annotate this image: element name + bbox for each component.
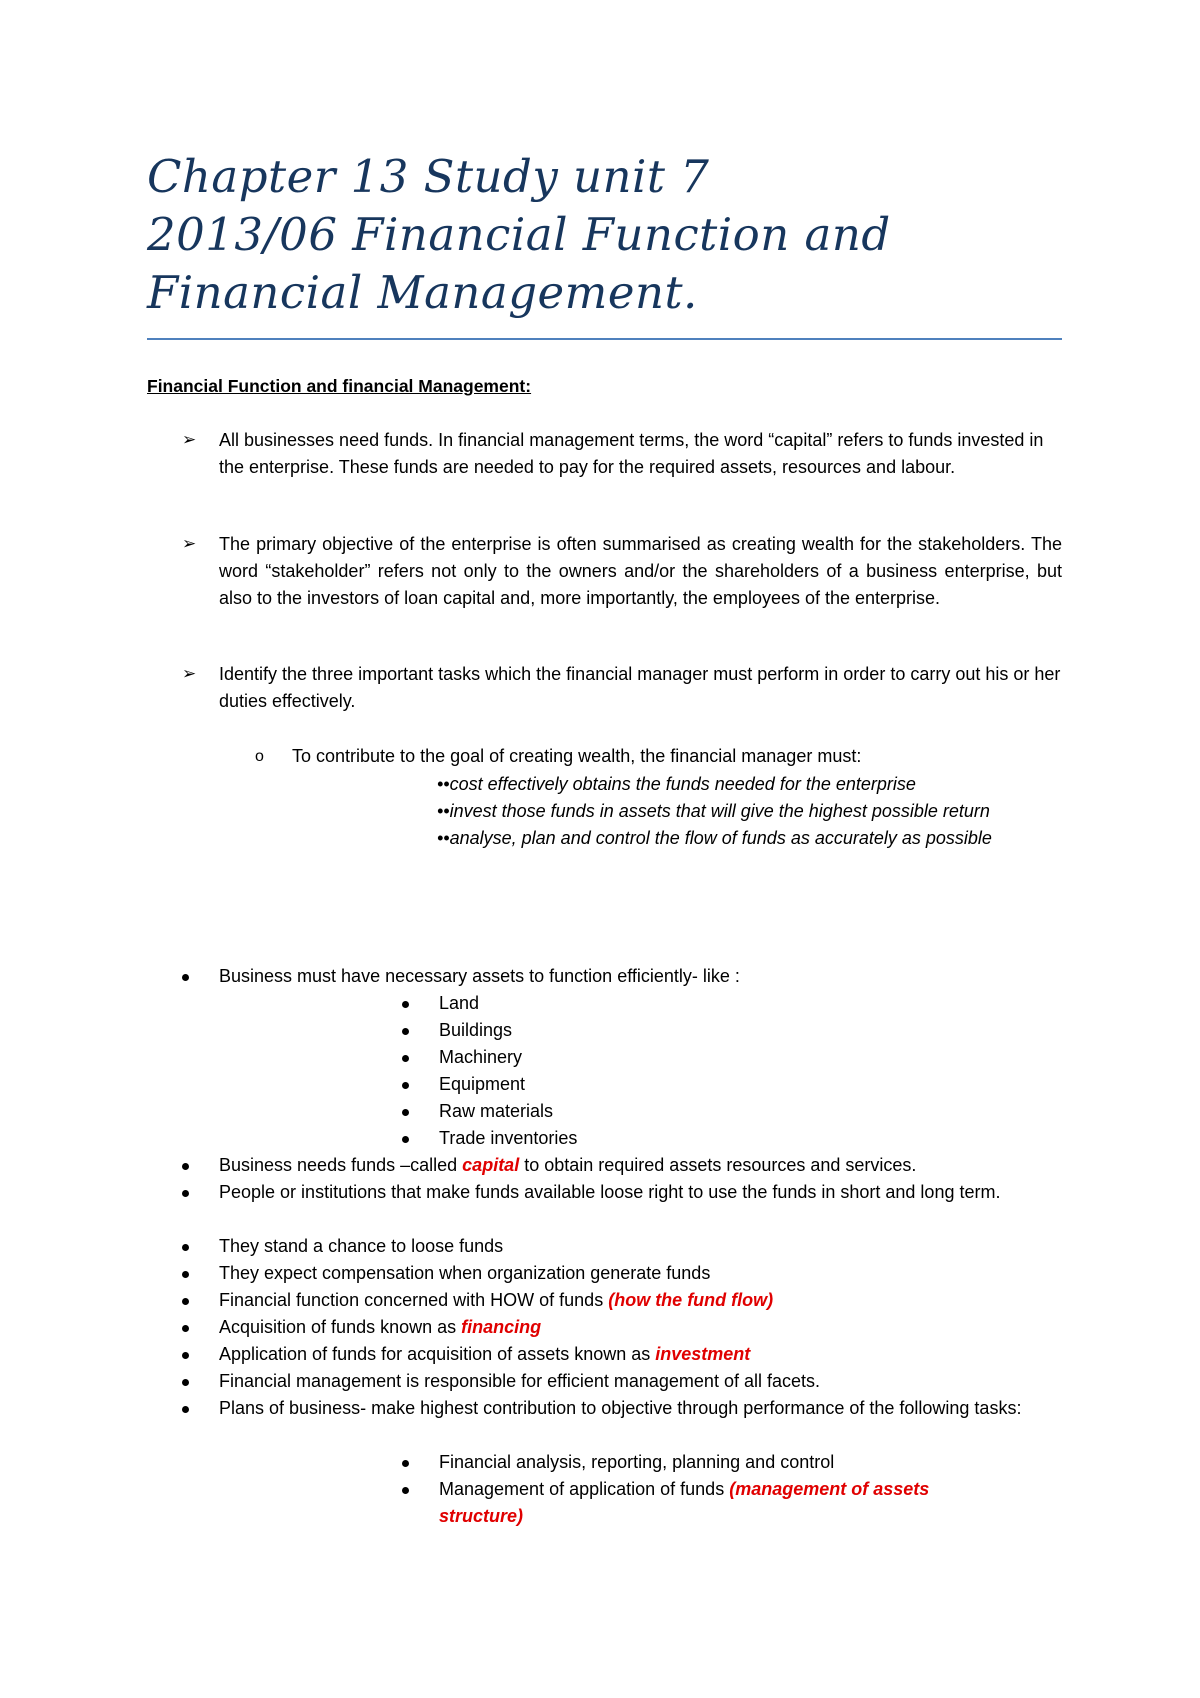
asset-text: Equipment	[439, 1074, 526, 1094]
bullet-item	[182, 1152, 1062, 1179]
title-line-1: Chapter 13 Study unit 7	[147, 150, 710, 203]
bullet-item	[182, 1314, 1062, 1341]
bullet-dot-icon	[182, 974, 189, 981]
bullet-text: Business must have necessary assets to function efficiently- like :	[219, 966, 740, 986]
bullet-dot-icon	[182, 1244, 189, 1251]
task-item	[402, 1476, 1002, 1530]
arrow-bullet-icon: ➢	[182, 534, 197, 554]
document-title	[147, 148, 1067, 322]
task-text: Financial analysis, reporting, planning and control	[439, 1452, 835, 1472]
sub-list-item	[255, 743, 1055, 770]
arrow-item-text: All businesses need funds. In financial management terms, the word “capital” refers to funds invested in the enterprise. These funds are needed to pay for the required assets, resources and labour.	[219, 430, 1044, 477]
asset-text: Trade inventories	[439, 1128, 578, 1148]
circle-bullet-marker: o	[255, 748, 264, 765]
highlight-capital: capital	[462, 1155, 520, 1175]
bullet-item	[182, 963, 1062, 990]
bullet-text: Financial function concerned with HOW of funds (how the fund flow)	[219, 1290, 774, 1310]
arrow-item-text: The primary objective of the enterprise is often summarised as creating wealth for the stakeholders. The word “stakeholder” refers not only to the owners and/or the shareholders of a business enterprise, but also to the investors of loan capital and, more importantly, the employees of the enterprise.	[219, 534, 1062, 608]
arrow-list-item	[182, 661, 1062, 715]
bullet-text: Business needs funds –called capital to obtain required assets resources and services.	[219, 1155, 917, 1175]
asset-text: Land	[439, 993, 480, 1013]
bullet-text: They expect compensation when organization generate funds	[219, 1263, 711, 1283]
asset-item	[402, 1017, 1062, 1044]
task-item	[402, 1449, 1062, 1476]
bullet-text: Acquisition of funds known as financing	[219, 1317, 542, 1337]
arrow-bullet-icon: ➢	[182, 664, 197, 684]
duty-item: ••cost effectively obtains the funds needed for the enterprise	[437, 774, 916, 794]
bullet-dot-icon	[182, 1190, 189, 1197]
bullet-text: They stand a chance to loose funds	[219, 1236, 504, 1256]
asset-text: Machinery	[439, 1047, 523, 1067]
duty-item: ••analyse, plan and control the flow of funds as accurately as possible	[437, 828, 992, 848]
arrow-list-item	[182, 427, 1062, 481]
arrow-list-item	[182, 531, 1062, 612]
bullet-dot-icon	[402, 1109, 409, 1116]
highlight-fund-flow: (how the fund flow)	[608, 1290, 774, 1310]
section-heading: Financial Function and financial Management:	[147, 376, 532, 396]
asset-item	[402, 1098, 1062, 1125]
bullet-item	[182, 1287, 1062, 1314]
bullet-text: Financial management is responsible for efficient management of all facets.	[219, 1371, 820, 1391]
bullet-item	[182, 1260, 1062, 1287]
asset-item	[402, 1071, 1062, 1098]
bullet-dot-icon	[402, 1055, 409, 1062]
highlight-asset-structure: (management of assets structure)	[439, 1479, 930, 1526]
bullet-text: Application of funds for acquisition of assets known as investment	[219, 1344, 751, 1364]
highlight-financing: financing	[461, 1317, 542, 1337]
sub-item-text: To contribute to the goal of creating wealth, the financial manager must:	[292, 746, 862, 766]
bullet-dot-icon	[402, 1028, 409, 1035]
bullet-dot-icon	[402, 1136, 409, 1143]
asset-item	[402, 990, 1062, 1017]
bullet-dot-icon	[182, 1379, 189, 1386]
bullet-dot-icon	[182, 1352, 189, 1359]
bullet-text: Plans of business- make highest contribution to objective through performance of the following tasks:	[219, 1398, 1022, 1418]
bullet-dot-icon	[402, 1082, 409, 1089]
bullet-item	[182, 1368, 1062, 1395]
bullet-dot-icon	[182, 1298, 189, 1305]
title-underline-rule	[147, 338, 1062, 340]
bullet-dot-icon	[402, 1460, 409, 1467]
manager-duties-list	[437, 771, 1027, 852]
asset-item	[402, 1125, 1062, 1152]
bullet-item	[182, 1395, 1062, 1422]
bullet-dot-icon	[182, 1163, 189, 1170]
title-line-3: Financial Management.	[147, 266, 698, 319]
task-text: Management of application of funds (management of assets structure)	[439, 1479, 930, 1526]
highlight-investment: investment	[655, 1344, 751, 1364]
asset-item	[402, 1044, 1062, 1071]
arrow-item-text: Identify the three important tasks which the financial manager must perform in order to carry out his or her duties effectively.	[219, 664, 1061, 711]
bullet-dot-icon	[402, 1487, 409, 1494]
bullet-item	[182, 1233, 1062, 1260]
bullet-dot-icon	[182, 1271, 189, 1278]
bullet-dot-icon	[402, 1001, 409, 1008]
asset-text: Raw materials	[439, 1101, 554, 1121]
bullet-item	[182, 1341, 1062, 1368]
bullet-item	[182, 1179, 1062, 1206]
bullet-dot-icon	[182, 1325, 189, 1332]
bullet-dot-icon	[182, 1406, 189, 1413]
asset-text: Buildings	[439, 1020, 513, 1040]
duty-item: ••invest those funds in assets that will give the highest possible return	[437, 801, 990, 821]
title-line-2: 2013/06 Financial Function and	[147, 208, 891, 261]
bullet-text: People or institutions that make funds available loose right to use the funds in short and long term.	[219, 1182, 1001, 1202]
arrow-bullet-icon: ➢	[182, 430, 197, 450]
